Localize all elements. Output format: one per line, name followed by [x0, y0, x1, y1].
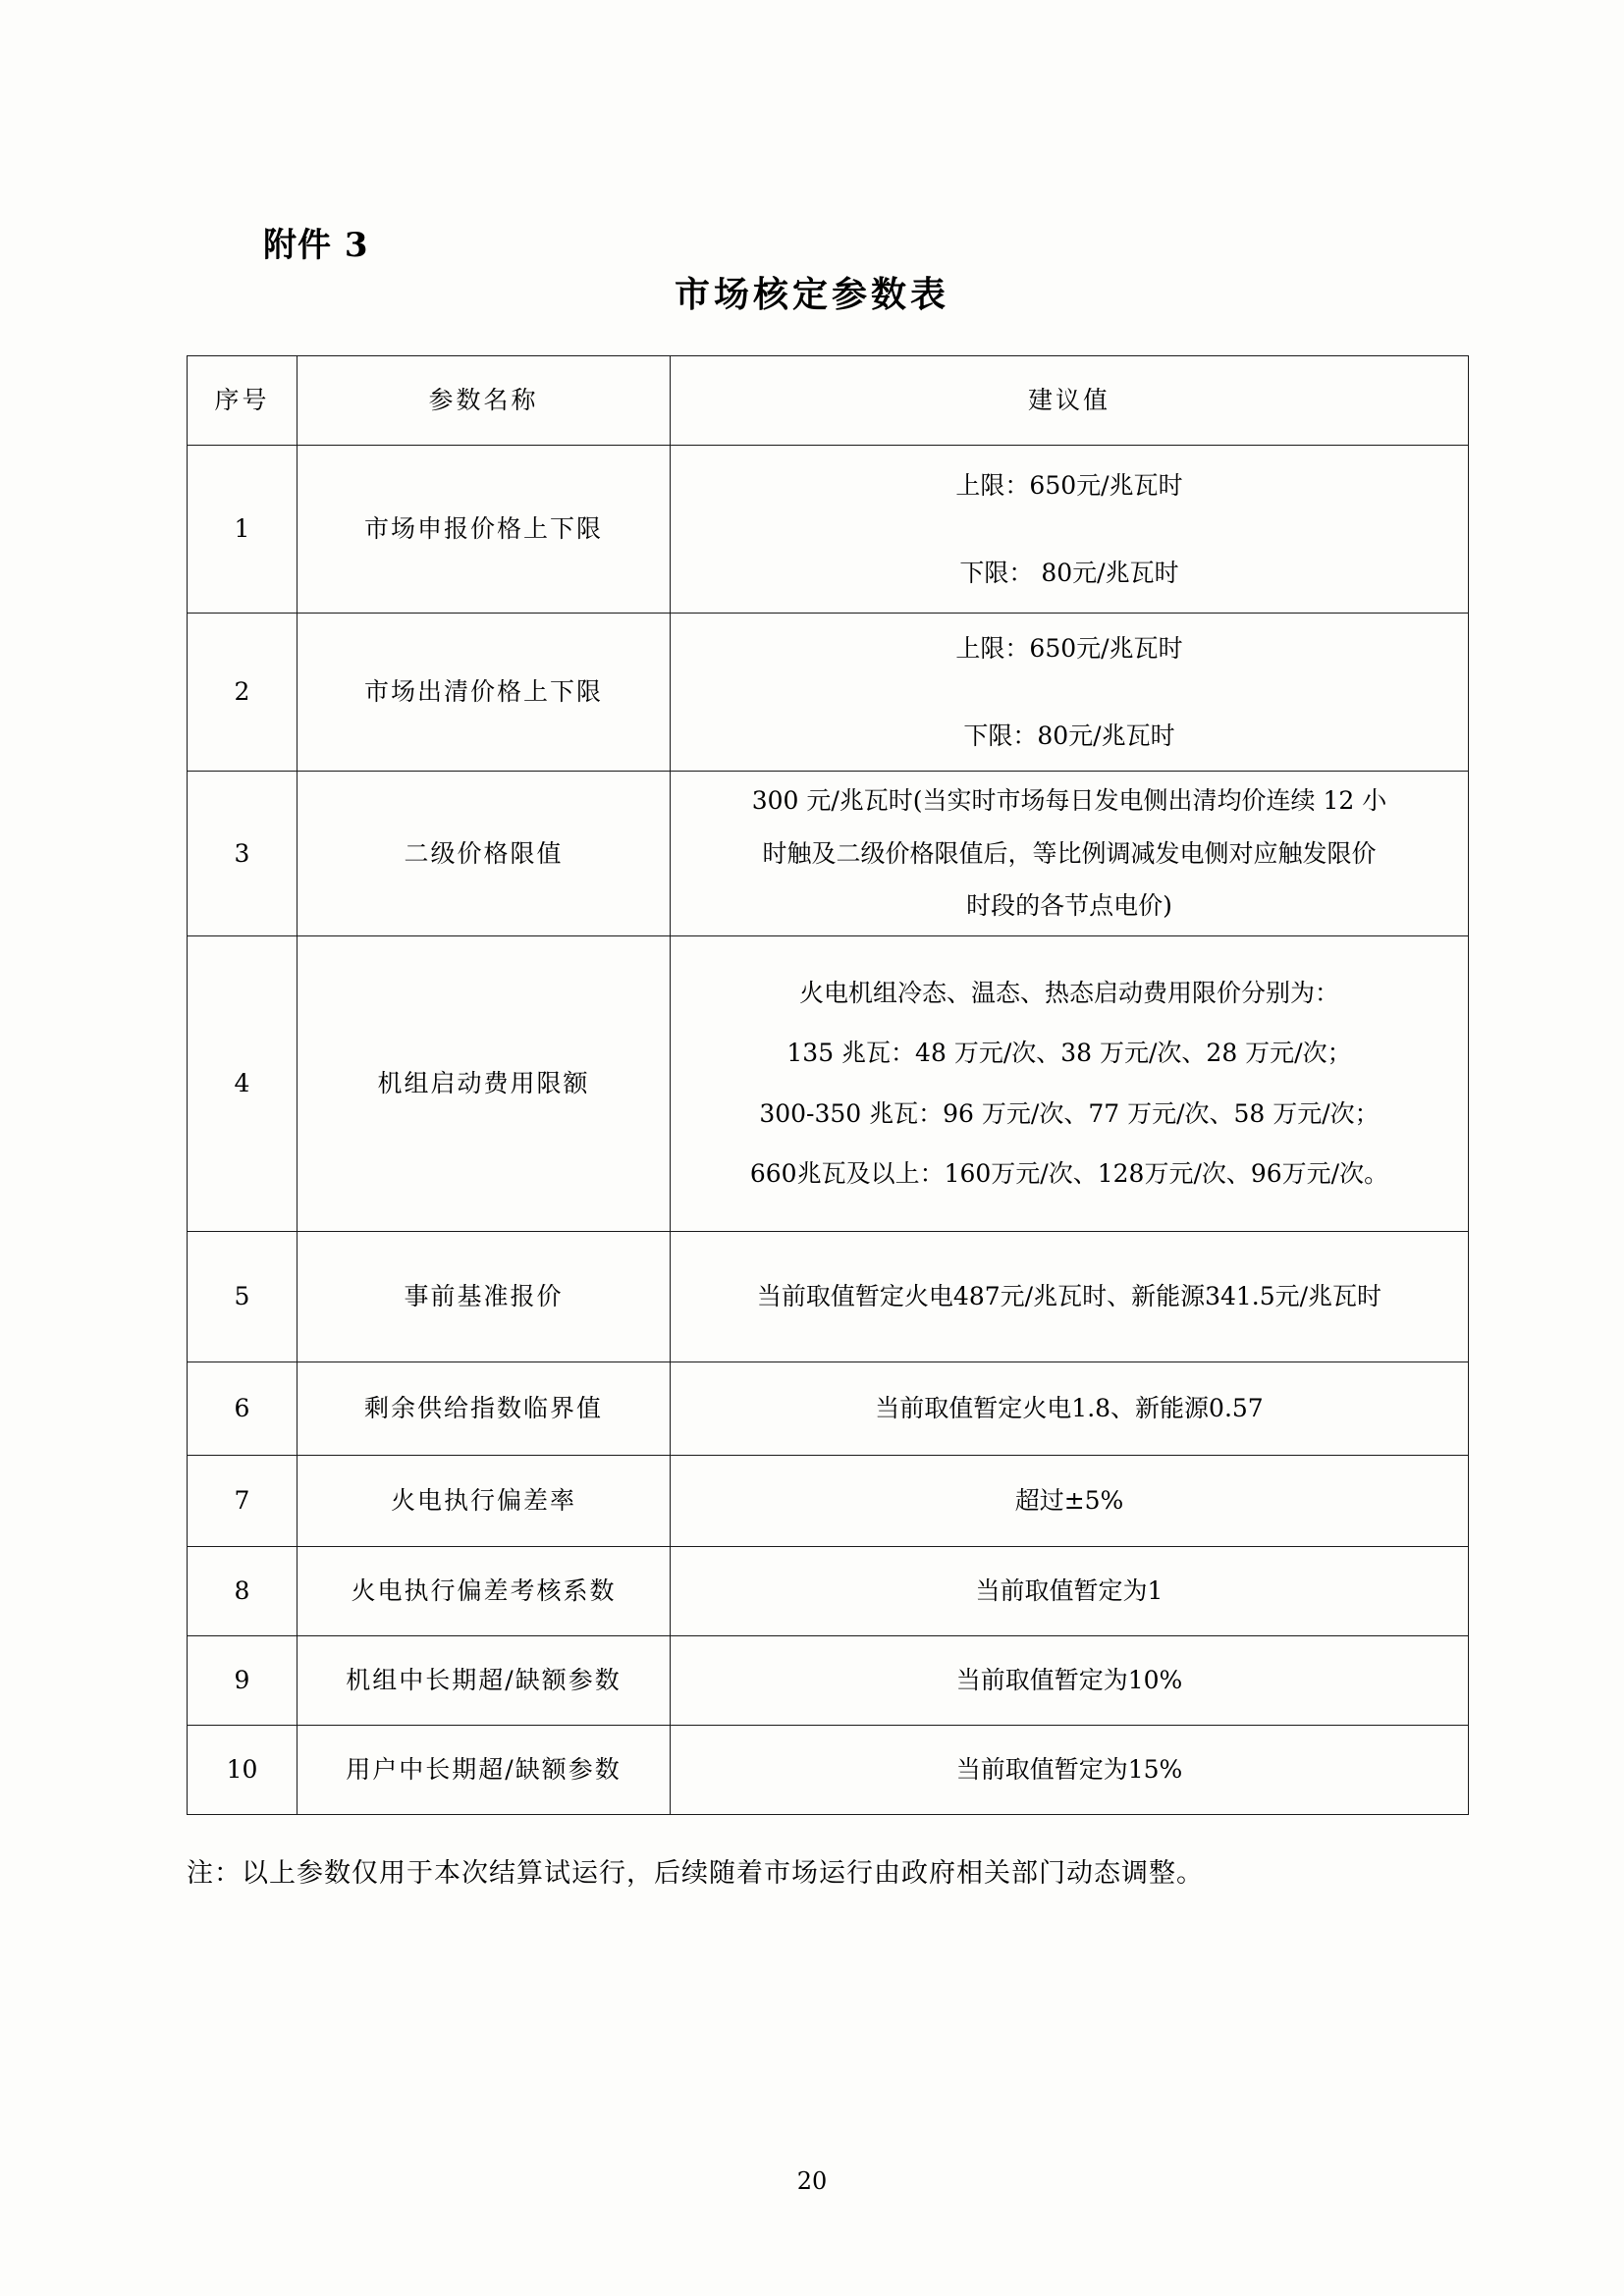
parameter-value [671, 1362, 1469, 1455]
row-index: 1 [188, 446, 298, 614]
parameter-name: 剩余供给指数临界值 [298, 1362, 671, 1455]
table-header-row [188, 356, 1469, 446]
row-index: 8 [188, 1546, 298, 1635]
parameter-value [671, 614, 1469, 772]
table-row [188, 1362, 1469, 1455]
row-index: 10 [188, 1725, 298, 1814]
parameter-value [671, 1231, 1469, 1362]
value-line: 下限： 80元/兆瓦时 [959, 559, 1179, 587]
column-header-value: 建议值 [671, 356, 1469, 446]
value-line: 135 兆瓦：48 万元/次、38 万元/次、28 万元/次； [786, 1039, 1352, 1067]
value-line: 当前取值暂定为10% [955, 1665, 1183, 1694]
table-row [188, 1635, 1469, 1725]
page-title: 市场核定参数表 [674, 274, 949, 315]
row-index: 4 [188, 935, 298, 1231]
value-line: 时段的各节点电价) [966, 891, 1172, 920]
parameter-name: 机组中长期超/缺额参数 [298, 1635, 671, 1725]
column-header-no: 序号 [188, 356, 298, 446]
row-index: 5 [188, 1231, 298, 1362]
parameter-name: 市场申报价格上下限 [298, 446, 671, 614]
parameter-value [671, 935, 1469, 1231]
value-line: 当前取值暂定为1 [975, 1575, 1164, 1605]
attachment-label: 附件 3 [263, 226, 369, 265]
value-line: 当前取值暂定火电1.8、新能源0.57 [875, 1393, 1264, 1422]
value-line: 660兆瓦及以上：160万元/次、128万元/次、96万元/次。 [749, 1159, 1389, 1188]
parameter-name: 火电执行偏差考核系数 [298, 1546, 671, 1635]
table-row [188, 1455, 1469, 1546]
value-line: 上限：650元/兆瓦时 [955, 470, 1183, 500]
row-index: 6 [188, 1362, 298, 1455]
column-header-name: 参数名称 [298, 356, 671, 446]
value-line: 当前取值暂定火电487元/兆瓦时、新能源341.5元/兆瓦时 [756, 1281, 1382, 1310]
value-line: 时触及二级价格限值后，等比例调减发电侧对应触发限价 [762, 838, 1377, 868]
row-index: 7 [188, 1455, 298, 1546]
row-index: 9 [188, 1635, 298, 1725]
value-line: 下限：80元/兆瓦时 [963, 721, 1175, 750]
table-row [188, 1231, 1469, 1362]
parameters-table [187, 355, 1469, 1815]
parameter-name: 机组启动费用限额 [298, 935, 671, 1231]
parameters-table-wrapper [187, 355, 1468, 1815]
value-line: 当前取值暂定为15% [955, 1754, 1183, 1784]
parameter-value [671, 1546, 1469, 1635]
table-footnote: 注：以上参数仅用于本次结算试运行，后续随着市场运行由政府相关部门动态调整。 [187, 1858, 1204, 1889]
page-number: 20 [796, 2167, 828, 2195]
value-line: 300-350 兆瓦：96 万元/次、77 万元/次、58 万元/次； [759, 1098, 1380, 1128]
parameter-name: 火电执行偏差率 [298, 1455, 671, 1546]
row-index: 2 [188, 614, 298, 772]
table-row [188, 446, 1469, 614]
parameter-name: 用户中长期超/缺额参数 [298, 1725, 671, 1814]
table-row [188, 1725, 1469, 1814]
table-row [188, 614, 1469, 772]
parameter-value [671, 1635, 1469, 1725]
value-line: 上限：650元/兆瓦时 [955, 633, 1183, 663]
table-row [188, 935, 1469, 1231]
parameter-value [671, 446, 1469, 614]
value-line: 火电机组冷态、温态、热态启动费用限价分别为： [798, 978, 1339, 1007]
parameter-value [671, 1455, 1469, 1546]
table-row [188, 1546, 1469, 1635]
parameter-name: 事前基准报价 [298, 1231, 671, 1362]
parameter-name: 市场出清价格上下限 [298, 614, 671, 772]
parameter-value [671, 1725, 1469, 1814]
parameter-name: 二级价格限值 [298, 772, 671, 936]
table-row [188, 772, 1469, 936]
parameter-value [671, 772, 1469, 936]
row-index: 3 [188, 772, 298, 936]
value-line: 超过±5% [1014, 1485, 1124, 1515]
value-line: 300 元/兆瓦时(当实时市场每日发电侧出清均价连续 12 小 [751, 786, 1387, 815]
